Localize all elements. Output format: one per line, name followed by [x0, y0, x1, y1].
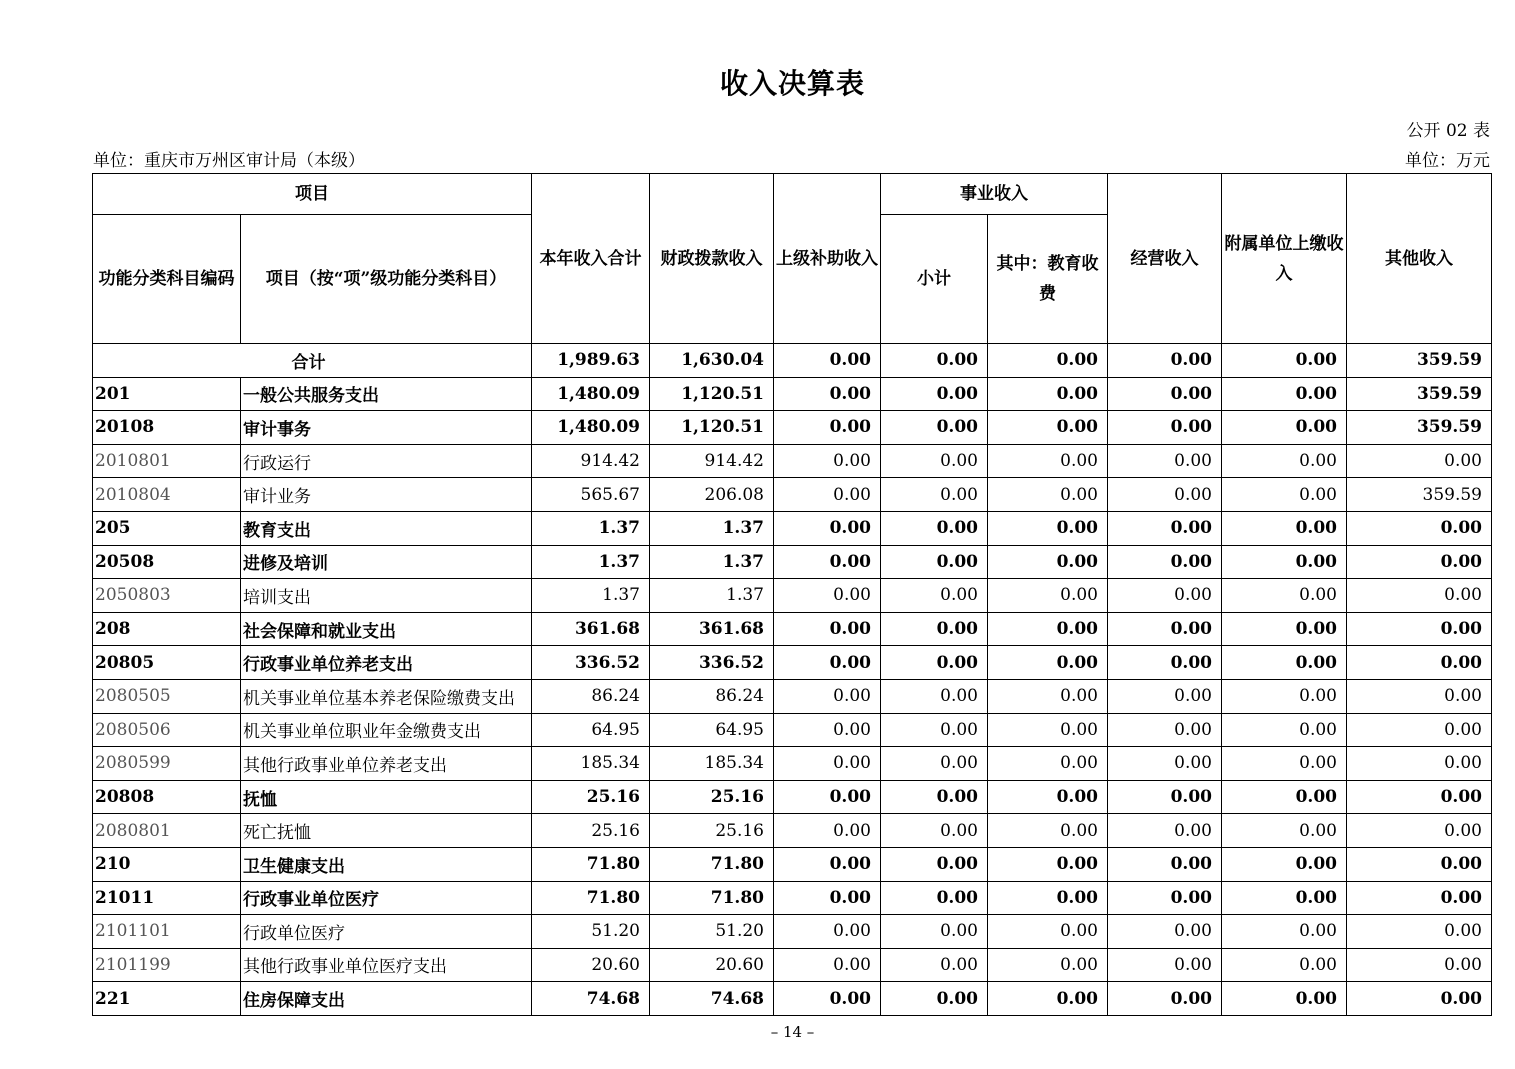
- cell-subtotal: 0.00: [881, 579, 988, 613]
- cell-subsidy: 0.00: [774, 411, 881, 445]
- cell-fiscal: 1,630.04: [650, 344, 774, 378]
- total-row: [93, 344, 1492, 378]
- header-affiliated: 附属单位上缴收入: [1222, 174, 1347, 344]
- cell-fiscal: 74.68: [650, 982, 774, 1016]
- cell-code: 20808: [93, 780, 241, 814]
- cell-total: 185.34: [532, 747, 650, 781]
- cell-subsidy: 0.00: [774, 444, 881, 478]
- cell-code: 2080599: [93, 747, 241, 781]
- cell-education: 0.00: [988, 747, 1108, 781]
- table-row: [93, 377, 1492, 411]
- header-item: 项目（按“项”级功能分类科目）: [241, 215, 532, 344]
- cell-subsidy: 0.00: [774, 344, 881, 378]
- cell-education: 0.00: [988, 612, 1108, 646]
- cell-operating: 0.00: [1108, 982, 1222, 1016]
- cell-code: 2010801: [93, 444, 241, 478]
- cell-other: 0.00: [1347, 915, 1492, 949]
- cell-affiliated: 0.00: [1222, 780, 1347, 814]
- cell-subsidy: 0.00: [774, 679, 881, 713]
- cell-fiscal: 71.80: [650, 847, 774, 881]
- cell-item-name: 审计事务: [241, 411, 532, 445]
- cell-affiliated: 0.00: [1222, 646, 1347, 680]
- cell-code: 2080505: [93, 679, 241, 713]
- cell-operating: 0.00: [1108, 545, 1222, 579]
- cell-education: 0.00: [988, 444, 1108, 478]
- cell-subtotal: 0.00: [881, 478, 988, 512]
- cell-subtotal: 0.00: [881, 612, 988, 646]
- cell-education: 0.00: [988, 780, 1108, 814]
- cell-affiliated: 0.00: [1222, 915, 1347, 949]
- cell-item-name: 教育支出: [241, 511, 532, 545]
- cell-item-name: 一般公共服务支出: [241, 377, 532, 411]
- header-other: 其他收入: [1347, 174, 1492, 344]
- cell-fiscal: 25.16: [650, 814, 774, 848]
- cell-education: 0.00: [988, 881, 1108, 915]
- cell-item-name: 行政事业单位医疗: [241, 881, 532, 915]
- cell-total: 565.67: [532, 478, 650, 512]
- cell-subtotal: 0.00: [881, 545, 988, 579]
- cell-operating: 0.00: [1108, 780, 1222, 814]
- cell-affiliated: 0.00: [1222, 377, 1347, 411]
- cell-item-name: 培训支出: [241, 579, 532, 613]
- cell-affiliated: 0.00: [1222, 444, 1347, 478]
- cell-subsidy: 0.00: [774, 814, 881, 848]
- cell-total: 20.60: [532, 948, 650, 982]
- cell-subtotal: 0.00: [881, 915, 988, 949]
- cell-item-name: 行政单位医疗: [241, 915, 532, 949]
- table-row: [93, 982, 1492, 1016]
- cell-education: 0.00: [988, 915, 1108, 949]
- cell-education: 0.00: [988, 679, 1108, 713]
- cell-total: 1,480.09: [532, 411, 650, 445]
- table-row: [93, 747, 1492, 781]
- cell-education: 0.00: [988, 646, 1108, 680]
- table-row: [93, 478, 1492, 512]
- cell-item-name: 抚恤: [241, 780, 532, 814]
- page-number: – 14 –: [770, 1023, 815, 1041]
- cell-code: 2080801: [93, 814, 241, 848]
- cell-operating: 0.00: [1108, 948, 1222, 982]
- cell-subtotal: 0.00: [881, 444, 988, 478]
- cell-item-name: 机关事业单位基本养老保险缴费支出: [241, 679, 532, 713]
- cell-fiscal: 1.37: [650, 511, 774, 545]
- cell-affiliated: 0.00: [1222, 411, 1347, 445]
- cell-code: 20108: [93, 411, 241, 445]
- cell-subtotal: 0.00: [881, 881, 988, 915]
- cell-operating: 0.00: [1108, 881, 1222, 915]
- cell-education: 0.00: [988, 545, 1108, 579]
- cell-subsidy: 0.00: [774, 511, 881, 545]
- cell-operating: 0.00: [1108, 411, 1222, 445]
- cell-code: 20805: [93, 646, 241, 680]
- table-row: [93, 713, 1492, 747]
- cell-subtotal: 0.00: [881, 344, 988, 378]
- cell-total: 361.68: [532, 612, 650, 646]
- cell-education: 0.00: [988, 579, 1108, 613]
- cell-affiliated: 0.00: [1222, 847, 1347, 881]
- cell-education: 0.00: [988, 344, 1108, 378]
- table-row: [93, 881, 1492, 915]
- cell-subsidy: 0.00: [774, 948, 881, 982]
- header-education: 其中：教育收费: [988, 215, 1108, 344]
- cell-subtotal: 0.00: [881, 747, 988, 781]
- header-fiscal: 财政拨款收入: [650, 174, 774, 344]
- cell-fiscal: 1,120.51: [650, 411, 774, 445]
- cell-subsidy: 0.00: [774, 545, 881, 579]
- cell-other: 0.00: [1347, 679, 1492, 713]
- cell-subsidy: 0.00: [774, 377, 881, 411]
- cell-operating: 0.00: [1108, 511, 1222, 545]
- cell-subtotal: 0.00: [881, 948, 988, 982]
- cell-code: 201: [93, 377, 241, 411]
- cell-education: 0.00: [988, 478, 1108, 512]
- cell-affiliated: 0.00: [1222, 881, 1347, 915]
- cell-operating: 0.00: [1108, 679, 1222, 713]
- cell-subsidy: 0.00: [774, 881, 881, 915]
- cell-affiliated: 0.00: [1222, 747, 1347, 781]
- cell-operating: 0.00: [1108, 646, 1222, 680]
- cell-other: 0.00: [1347, 747, 1492, 781]
- table-row: [93, 411, 1492, 445]
- cell-subtotal: 0.00: [881, 411, 988, 445]
- cell-total: 1,989.63: [532, 344, 650, 378]
- table-row: [93, 679, 1492, 713]
- page-title: 收入决算表: [719, 67, 865, 100]
- table-row: [93, 915, 1492, 949]
- cell-subtotal: 0.00: [881, 847, 988, 881]
- cell-affiliated: 0.00: [1222, 478, 1347, 512]
- cell-subtotal: 0.00: [881, 814, 988, 848]
- cell-fiscal: 25.16: [650, 780, 774, 814]
- table-row: [93, 814, 1492, 848]
- cell-other: 0.00: [1347, 948, 1492, 982]
- cell-subtotal: 0.00: [881, 377, 988, 411]
- cell-other: 0.00: [1347, 646, 1492, 680]
- cell-item-name: 其他行政事业单位医疗支出: [241, 948, 532, 982]
- cell-item-name: 行政事业单位养老支出: [241, 646, 532, 680]
- cell-total: 25.16: [532, 780, 650, 814]
- cell-subtotal: 0.00: [881, 511, 988, 545]
- cell-item-name: 机关事业单位职业年金缴费支出: [241, 713, 532, 747]
- cell-subtotal: 0.00: [881, 713, 988, 747]
- header-subtotal: 小计: [881, 215, 988, 344]
- cell-item-name: 住房保障支出: [241, 982, 532, 1016]
- cell-fiscal: 185.34: [650, 747, 774, 781]
- cell-other: 0.00: [1347, 545, 1492, 579]
- cell-education: 0.00: [988, 511, 1108, 545]
- cell-education: 0.00: [988, 713, 1108, 747]
- cell-subsidy: 0.00: [774, 579, 881, 613]
- cell-other: 0.00: [1347, 780, 1492, 814]
- cell-operating: 0.00: [1108, 612, 1222, 646]
- cell-subtotal: 0.00: [881, 646, 988, 680]
- table-row: [93, 511, 1492, 545]
- cell-operating: 0.00: [1108, 814, 1222, 848]
- cell-education: 0.00: [988, 377, 1108, 411]
- cell-operating: 0.00: [1108, 579, 1222, 613]
- cell-education: 0.00: [988, 982, 1108, 1016]
- cell-code: 2080506: [93, 713, 241, 747]
- cell-fiscal: 336.52: [650, 646, 774, 680]
- cell-code: 210: [93, 847, 241, 881]
- cell-subsidy: 0.00: [774, 780, 881, 814]
- cell-other: 0.00: [1347, 713, 1492, 747]
- cell-other: 359.59: [1347, 411, 1492, 445]
- cell-affiliated: 0.00: [1222, 511, 1347, 545]
- cell-affiliated: 0.00: [1222, 545, 1347, 579]
- cell-affiliated: 0.00: [1222, 612, 1347, 646]
- cell-total: 74.68: [532, 982, 650, 1016]
- cell-education: 0.00: [988, 847, 1108, 881]
- cell-code: 205: [93, 511, 241, 545]
- cell-education: 0.00: [988, 814, 1108, 848]
- cell-subsidy: 0.00: [774, 646, 881, 680]
- cell-other: 359.59: [1347, 344, 1492, 378]
- cell-total: 1,480.09: [532, 377, 650, 411]
- cell-affiliated: 0.00: [1222, 579, 1347, 613]
- cell-code: 21011: [93, 881, 241, 915]
- cell-other: 0.00: [1347, 579, 1492, 613]
- reporting-unit: 单位：重庆市万州区审计局（本级）: [93, 151, 365, 171]
- cell-total: 914.42: [532, 444, 650, 478]
- total-label: 合计: [93, 344, 532, 378]
- cell-code: 2010804: [93, 478, 241, 512]
- cell-other: 0.00: [1347, 511, 1492, 545]
- cell-subsidy: 0.00: [774, 915, 881, 949]
- cell-other: 0.00: [1347, 982, 1492, 1016]
- cell-code: 208: [93, 612, 241, 646]
- cell-subtotal: 0.00: [881, 982, 988, 1016]
- cell-code: 2101199: [93, 948, 241, 982]
- cell-fiscal: 206.08: [650, 478, 774, 512]
- cell-other: 0.00: [1347, 612, 1492, 646]
- cell-operating: 0.00: [1108, 377, 1222, 411]
- cell-total: 336.52: [532, 646, 650, 680]
- cell-fiscal: 914.42: [650, 444, 774, 478]
- cell-affiliated: 0.00: [1222, 344, 1347, 378]
- table-row: [93, 780, 1492, 814]
- cell-fiscal: 361.68: [650, 612, 774, 646]
- cell-other: 0.00: [1347, 814, 1492, 848]
- cell-item-name: 审计业务: [241, 478, 532, 512]
- cell-fiscal: 86.24: [650, 679, 774, 713]
- header-business: 事业收入: [881, 174, 1108, 215]
- header-code: 功能分类科目编码: [93, 215, 241, 344]
- cell-subsidy: 0.00: [774, 747, 881, 781]
- cell-subtotal: 0.00: [881, 780, 988, 814]
- cell-operating: 0.00: [1108, 713, 1222, 747]
- cell-education: 0.00: [988, 411, 1108, 445]
- table-row: [93, 612, 1492, 646]
- cell-subsidy: 0.00: [774, 982, 881, 1016]
- cell-other: 0.00: [1347, 881, 1492, 915]
- cell-fiscal: 51.20: [650, 915, 774, 949]
- cell-fiscal: 71.80: [650, 881, 774, 915]
- cell-total: 1.37: [532, 579, 650, 613]
- cell-item-name: 卫生健康支出: [241, 847, 532, 881]
- cell-subtotal: 0.00: [881, 679, 988, 713]
- cell-fiscal: 1,120.51: [650, 377, 774, 411]
- cell-item-name: 进修及培训: [241, 545, 532, 579]
- income-table: [92, 173, 1492, 1016]
- cell-item-name: 死亡抚恤: [241, 814, 532, 848]
- cell-total: 86.24: [532, 679, 650, 713]
- cell-total: 71.80: [532, 881, 650, 915]
- currency-unit: 单位：万元: [1405, 151, 1490, 171]
- cell-total: 25.16: [532, 814, 650, 848]
- cell-total: 1.37: [532, 545, 650, 579]
- cell-affiliated: 0.00: [1222, 814, 1347, 848]
- cell-operating: 0.00: [1108, 444, 1222, 478]
- cell-operating: 0.00: [1108, 915, 1222, 949]
- cell-operating: 0.00: [1108, 847, 1222, 881]
- table-row: [93, 948, 1492, 982]
- cell-other: 359.59: [1347, 377, 1492, 411]
- cell-fiscal: 20.60: [650, 948, 774, 982]
- header-total: 本年收入合计: [532, 174, 650, 344]
- cell-affiliated: 0.00: [1222, 713, 1347, 747]
- cell-total: 64.95: [532, 713, 650, 747]
- cell-other: 0.00: [1347, 847, 1492, 881]
- cell-subsidy: 0.00: [774, 612, 881, 646]
- table-row: [93, 579, 1492, 613]
- table-row: [93, 847, 1492, 881]
- cell-fiscal: 1.37: [650, 579, 774, 613]
- header-operating: 经营收入: [1108, 174, 1222, 344]
- cell-fiscal: 1.37: [650, 545, 774, 579]
- cell-operating: 0.00: [1108, 344, 1222, 378]
- cell-affiliated: 0.00: [1222, 948, 1347, 982]
- table-row: [93, 646, 1492, 680]
- cell-education: 0.00: [988, 948, 1108, 982]
- cell-total: 71.80: [532, 847, 650, 881]
- cell-total: 1.37: [532, 511, 650, 545]
- cell-operating: 0.00: [1108, 478, 1222, 512]
- form-number: 公开 02 表: [1406, 121, 1490, 141]
- table-row: [93, 444, 1492, 478]
- cell-fiscal: 64.95: [650, 713, 774, 747]
- cell-code: 2050803: [93, 579, 241, 613]
- cell-code: 2101101: [93, 915, 241, 949]
- cell-subsidy: 0.00: [774, 847, 881, 881]
- cell-affiliated: 0.00: [1222, 982, 1347, 1016]
- cell-item-name: 行政运行: [241, 444, 532, 478]
- cell-other: 0.00: [1347, 444, 1492, 478]
- cell-code: 20508: [93, 545, 241, 579]
- cell-other: 359.59: [1347, 478, 1492, 512]
- header-project: 项目: [93, 174, 532, 215]
- cell-item-name: 社会保障和就业支出: [241, 612, 532, 646]
- cell-code: 221: [93, 982, 241, 1016]
- cell-total: 51.20: [532, 915, 650, 949]
- cell-item-name: 其他行政事业单位养老支出: [241, 747, 532, 781]
- cell-operating: 0.00: [1108, 747, 1222, 781]
- cell-affiliated: 0.00: [1222, 679, 1347, 713]
- header-subsidy: 上级补助收入: [774, 174, 881, 344]
- table-row: [93, 545, 1492, 579]
- cell-subsidy: 0.00: [774, 713, 881, 747]
- cell-subsidy: 0.00: [774, 478, 881, 512]
